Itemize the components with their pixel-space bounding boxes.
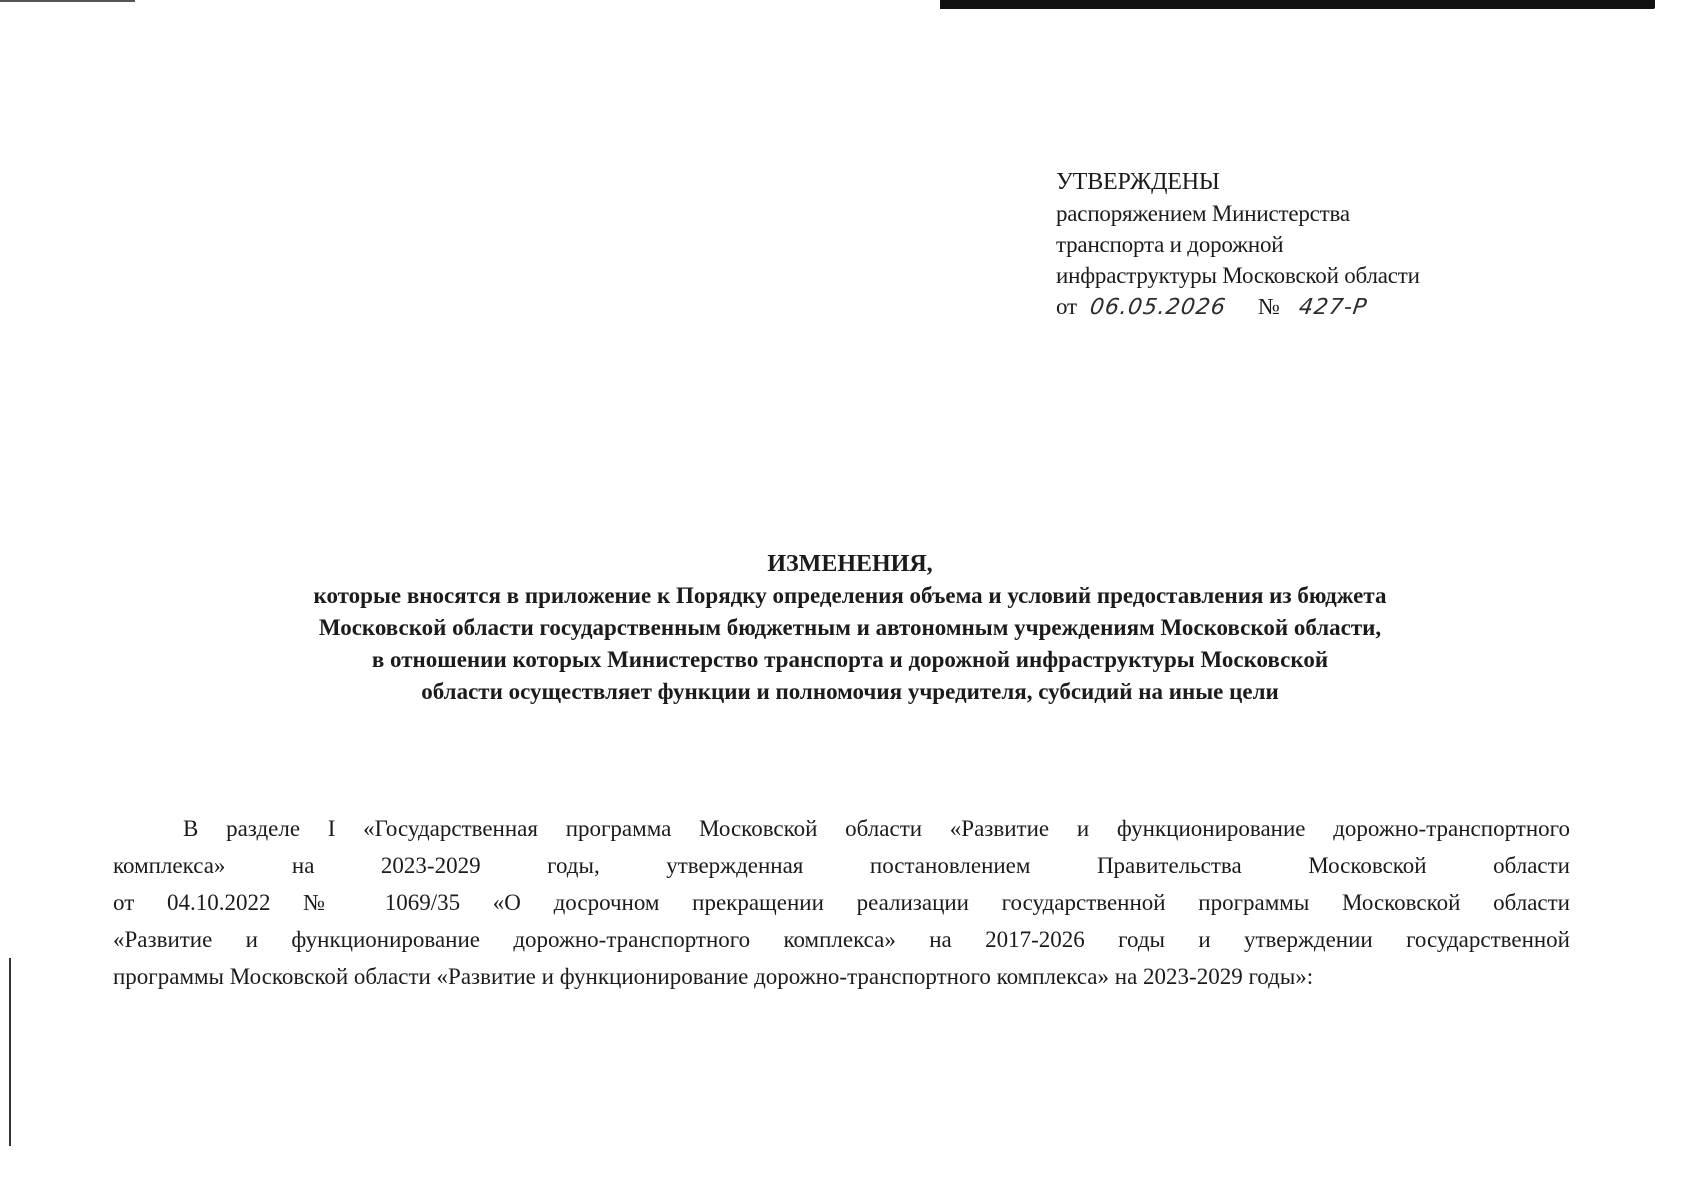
number-label: № xyxy=(1257,294,1280,319)
approval-line: транспорта и дорожной xyxy=(1056,232,1284,257)
date-prefix: от xyxy=(1056,294,1077,319)
body-line: «Развитие и функционирование дорожно-транспортного комплекса» на 2017-2026 годы и утверждении государственной xyxy=(113,927,1570,952)
handwritten-date: 06.05.2026 xyxy=(1088,295,1229,320)
body-line: от 04.10.2022 № 1069/35 «О досрочном прекращении реализации государственной программы Московской области xyxy=(113,890,1570,915)
document-title: ИЗМЕНЕНИЯ, xyxy=(767,551,933,577)
approval-heading: УТВЕРЖДЕНЫ xyxy=(1056,169,1220,195)
scan-edge-top-right xyxy=(940,0,1655,9)
scan-edge-top-left xyxy=(0,0,135,2)
body-line: В разделе I «Государственная программа Московской области «Развитие и функционирование дорожно-транспортного xyxy=(183,816,1570,841)
heading-line: области осуществляет функции и полномочия учредителя, субсидий на иные цели xyxy=(421,679,1279,704)
approval-line: инфраструктуры Московской области xyxy=(1056,263,1420,288)
scan-edge-left xyxy=(9,958,11,1146)
body-paragraph xyxy=(113,810,1570,995)
body-line: комплекса» на 2023-2029 годы, утвержденная постановлением Правительства Московской области xyxy=(113,853,1570,878)
body-line: программы Московской области «Развитие и функционирование дорожно-транспортного комплекса» на 2023-2029 годы»: xyxy=(113,964,1314,989)
heading-line: Московской области государственным бюджетным и автономным учреждениям Московской области, xyxy=(318,615,1382,640)
document-heading xyxy=(150,548,1550,708)
heading-line: которые вносятся в приложение к Порядку определения объема и условий предоставления из бюджета xyxy=(313,583,1387,608)
heading-line: в отношении которых Министерство транспорта и дорожной инфраструктуры Московской xyxy=(371,647,1329,672)
approval-line: распоряжением Министерства xyxy=(1056,201,1350,226)
approval-date-line xyxy=(1056,291,1420,323)
handwritten-number: 427-Р xyxy=(1297,295,1370,320)
approval-block xyxy=(1056,167,1420,323)
